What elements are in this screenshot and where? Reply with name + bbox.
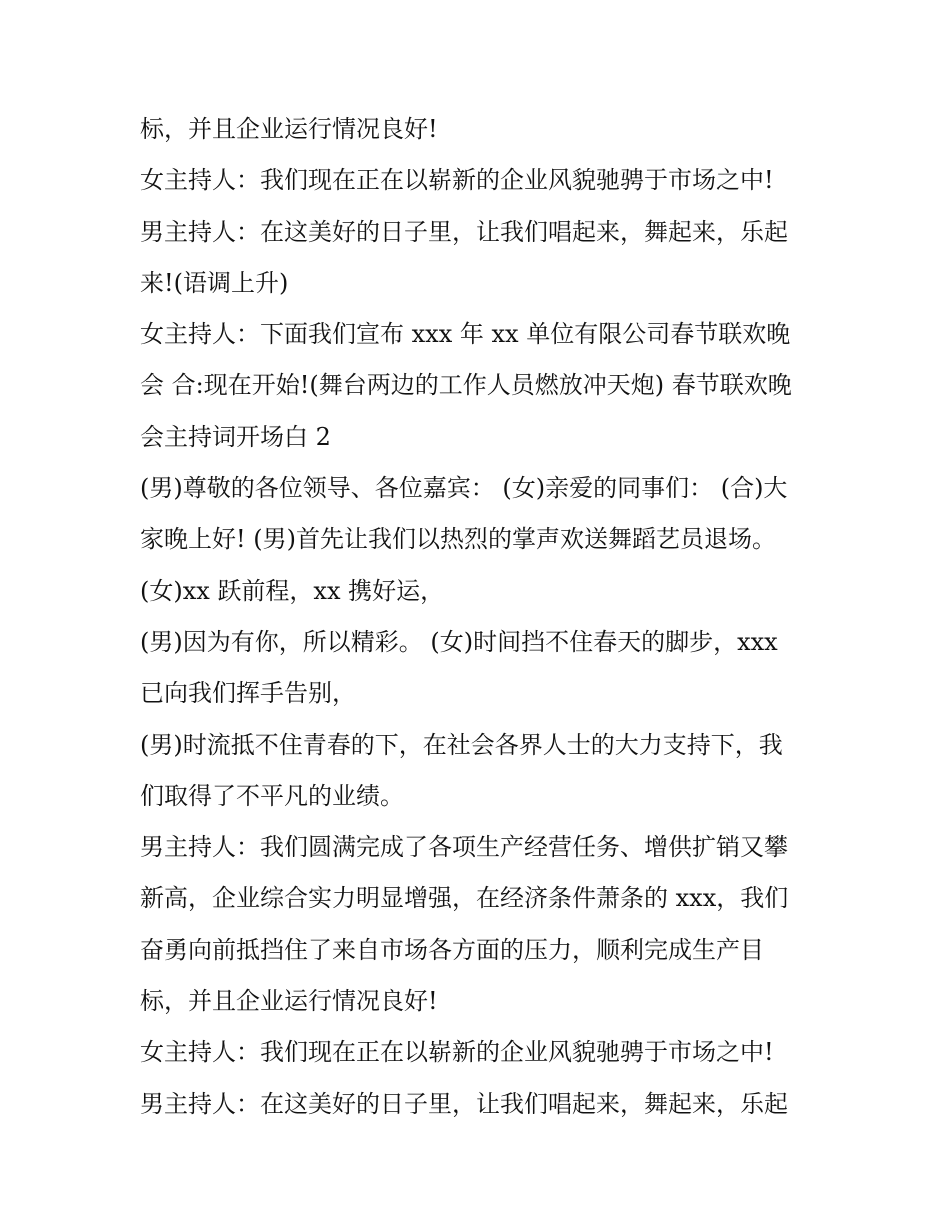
text-line: (男)时流抵不住青春的下，在社会各界人士的大力支持下，我 (140, 730, 783, 759)
text-line: 标，并且企业运行情况良好! (140, 987, 438, 1016)
text-line: 会主持词开场白 2 (140, 422, 331, 451)
text-line: 标，并且企业运行情况良好! (140, 115, 438, 143)
text-line: 女主持人：下面我们宣布 xxx 年 xx 单位有限公司春节联欢晚 (140, 320, 791, 349)
text-line: 家晚上好! (男)首先让我们以热烈的掌声欢送舞蹈艺员退场。 (140, 525, 776, 554)
text-line: 奋勇向前抵挡住了来自市场各方面的压力，顺利完成生产目 (140, 935, 764, 964)
text-line: 已向我们挥手告别， (140, 679, 356, 708)
text-line: 来!(语调上升) (140, 268, 289, 297)
text-line: 们取得了不平凡的业绩。 (140, 781, 404, 810)
text-line: (男)尊敬的各位领导、各位嘉宾： (女)亲爱的同事们： (合)大 (140, 474, 788, 503)
text-line: 新高，企业综合实力明显增强，在经济条件萧条的 xxx，我们 (140, 884, 789, 913)
text-line: 男主持人：我们圆满完成了各项生产经营任务、增供扩销又攀 (140, 833, 788, 862)
text-line: 女主持人：我们现在正在以崭新的企业风貌驰骋于市场之中! (140, 166, 774, 195)
text-line: 男主持人：在这美好的日子里，让我们唱起来，舞起来，乐起 (140, 217, 788, 246)
text-line: 会 合:现在开始!(舞台两边的工作人员燃放冲天炮) 春节联欢晚 (140, 371, 792, 400)
text-line: 男主持人：在这美好的日子里，让我们唱起来，舞起来，乐起 (140, 1089, 788, 1118)
document-body-text (140, 104, 820, 1130)
text-line: (女)xx 跃前程，xx 携好运， (140, 576, 445, 605)
text-line: (男)因为有你，所以精彩。 (女)时间挡不住春天的脚步，xxx (140, 627, 778, 656)
text-line: 女主持人：我们现在正在以崭新的企业风貌驰骋于市场之中! (140, 1038, 774, 1067)
